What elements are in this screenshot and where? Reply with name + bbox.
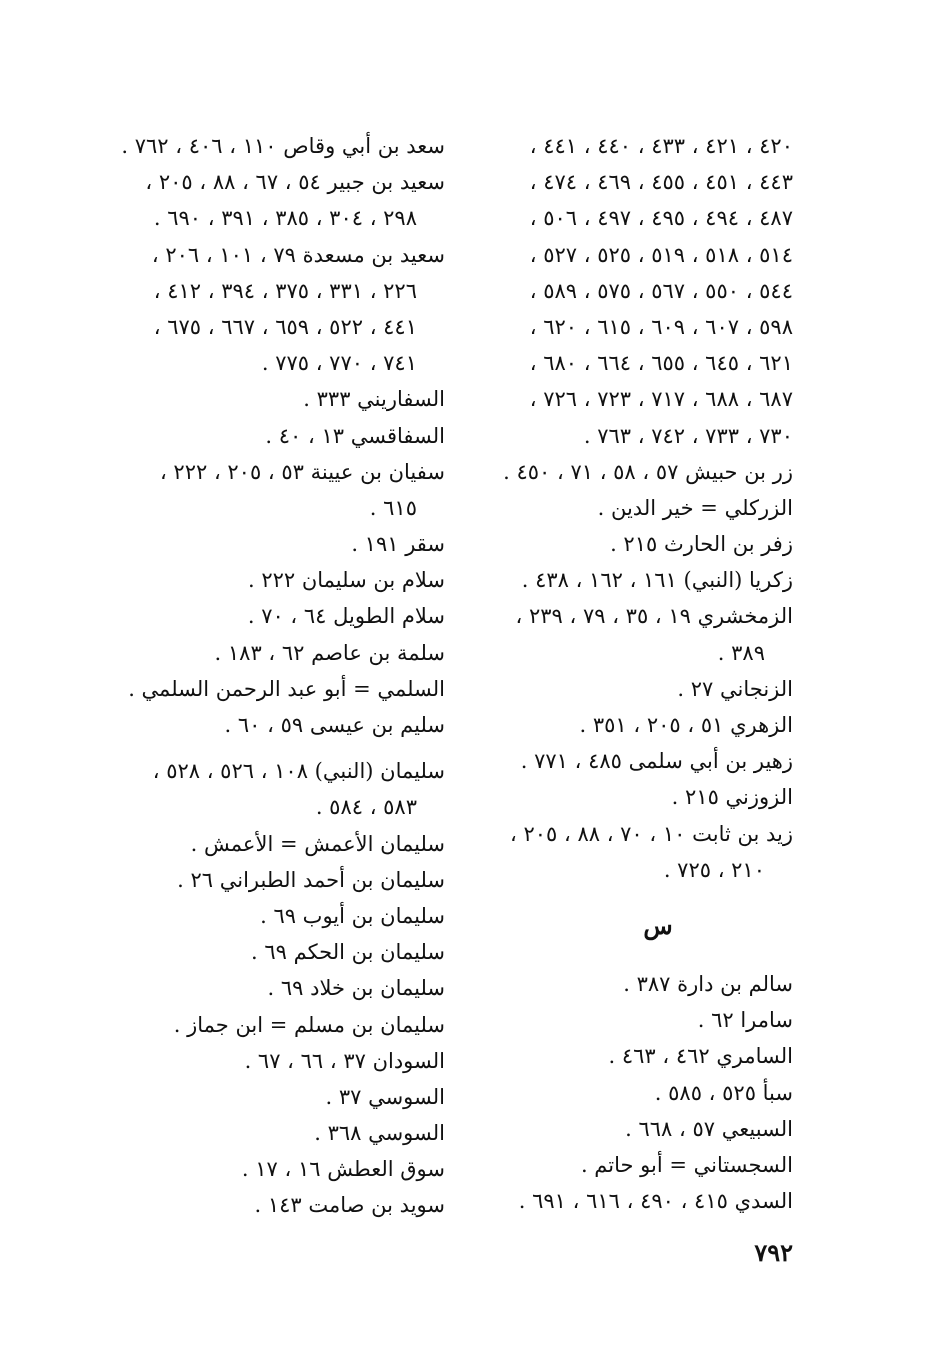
index-line: ٧٣٠ ، ٧٣٣ ، ٧٤٢ ، ٧٦٣ . xyxy=(583,423,793,448)
index-entry: سامرا ٦٢ . xyxy=(697,1008,793,1033)
index-entry: سوق العطش ١٦ ، ١٧ . xyxy=(241,1157,445,1182)
page-number: ٧٩٢ xyxy=(754,1238,793,1267)
index-entry: سقر ١٩١ . xyxy=(351,532,445,557)
index-entry: سعيد بن مسعدة ٧٩ ، ١٠١ ، ٢٠٦ ، xyxy=(151,242,445,267)
index-line: ٦٢١ ، ٦٤٥ ، ٦٥٥ ، ٦٦٤ ، ٦٨٠ ، xyxy=(529,351,793,376)
index-entry: السودان ٣٧ ، ٦٦ ، ٦٧ . xyxy=(244,1048,445,1073)
index-entry: السلمي = أبو عبد الرحمن السلمي . xyxy=(128,676,445,701)
index-entry: سليمان بن خلاد ٦٩ . xyxy=(267,976,445,1001)
index-entry: سلام الطويل ٦٤ ، ٧٠ . xyxy=(247,604,445,629)
index-line: ٤٤١ ، ٥٢٢ ، ٦٥٩ ، ٦٦٧ ، ٦٧٥ ، xyxy=(153,314,417,339)
index-line: ٢٩٨ ، ٣٠٤ ، ٣٨٥ ، ٣٩١ ، ٦٩٠ . xyxy=(153,206,417,231)
index-line: ٦٨٧ ، ٦٨٨ ، ٧١٧ ، ٧٢٣ ، ٧٢٦ ، xyxy=(529,387,793,412)
index-entry: سعيد بن جبير ٥٤ ، ٦٧ ، ٨٨ ، ٢٠٥ ، xyxy=(145,170,445,195)
index-entry: السفاريني ٣٣٣ . xyxy=(303,387,445,412)
index-entry: سلمة بن عاصم ٦٢ ، ١٨٣ . xyxy=(214,640,445,665)
index-entry: سعد بن أبي وقاص ١١٠ ، ٤٠٦ ، ٧٦٢ . xyxy=(121,134,445,158)
index-line: ٤٢٠ ، ٤٢١ ، ٤٣٣ ، ٤٤٠ ، ٤٤١ ، xyxy=(529,134,793,158)
index-entry: زفر بن الحارث ٢١٥ . xyxy=(610,532,793,557)
index-entry: سليمان الأعمش = الأعمش . xyxy=(190,831,445,856)
section-letter-heading: س xyxy=(643,910,673,940)
index-entry: السوسي ٣٧ . xyxy=(325,1084,445,1109)
index-entry: الزهري ٥١ ، ٢٠٥ ، ٣٥١ . xyxy=(579,713,793,737)
index-line: ٧٤١ ، ٧٧٠ ، ٧٧٥ . xyxy=(261,351,417,376)
index-entry: السجستاني = أبو حاتم . xyxy=(580,1152,793,1177)
index-entry: سليمان بن أحمد الطبراني ٢٦ . xyxy=(177,867,445,892)
index-entry: الزوزني ٢١٥ . xyxy=(671,785,793,810)
index-entry: سليمان بن أيوب ٦٩ . xyxy=(260,903,445,928)
index-entry: سفيان بن عيينة ٥٣ ، ٢٠٥ ، ٢٢٢ ، xyxy=(159,459,445,484)
index-entry: سليمان بن مسلم = ابن جماز . xyxy=(173,1012,445,1037)
index-entry: سليمان (النبي) ١٠٨ ، ٥٢٦ ، ٥٢٨ ، xyxy=(152,759,445,784)
index-column-left xyxy=(115,128,445,1224)
index-entry: زكريا (النبي) ١٦١ ، ١٦٢ ، ٤٣٨ . xyxy=(521,568,793,593)
index-entry: سليم بن عيسى ٥٩ ، ٦٠ . xyxy=(224,713,445,737)
index-entry: سليمان بن الحكم ٦٩ . xyxy=(251,940,445,965)
index-entry: زر بن حبيش ٥٧ ، ٥٨ ، ٧١ ، ٤٥٠ . xyxy=(503,459,793,484)
index-line: ٤٨٧ ، ٤٩٤ ، ٤٩٥ ، ٤٩٧ ، ٥٠٦ ، xyxy=(529,206,793,231)
index-entry: زيد بن ثابت ١٠ ، ٧٠ ، ٨٨ ، ٢٠٥ ، xyxy=(510,821,793,846)
index-entry: سويد بن صامت ١٤٣ . xyxy=(254,1193,445,1218)
index-entry: الزنجاني ٢٧ . xyxy=(677,676,793,701)
index-entry: السامري ٤٦٢ ، ٤٦٣ . xyxy=(608,1044,793,1069)
index-line: ٢١٠ ، ٧٢٥ . xyxy=(663,857,765,882)
index-column-right xyxy=(463,128,793,1219)
index-line: ٤٤٣ ، ٤٥١ ، ٤٥٥ ، ٤٦٩ ، ٤٧٤ ، xyxy=(529,170,793,195)
index-line: ٥١٤ ، ٥١٨ ، ٥١٩ ، ٥٢٥ ، ٥٢٧ ، xyxy=(529,242,793,267)
index-line: ٦١٥ . xyxy=(369,495,417,520)
index-entry: الزمخشري ١٩ ، ٣٥ ، ٧٩ ، ٢٣٩ ، xyxy=(515,604,793,629)
index-line: ٥٤٤ ، ٥٥٠ ، ٥٦٧ ، ٥٧٥ ، ٥٨٩ ، xyxy=(529,278,793,303)
index-entry: الزركلي = خير الدين . xyxy=(597,495,793,520)
index-entry: السدي ٤١٥ ، ٤٩٠ ، ٦١٦ ، ٦٩١ . xyxy=(518,1189,793,1214)
index-line: ٥٨٣ ، ٥٨٤ . xyxy=(315,795,417,820)
index-entry: سبأ ٥٢٥ ، ٥٨٥ . xyxy=(654,1080,793,1105)
index-entry: زهير بن أبي سلمى ٤٨٥ ، ٧٧١ . xyxy=(520,749,793,774)
index-entry: السبيعي ٥٧ ، ٦٦٨ . xyxy=(625,1116,793,1141)
index-entry: سالم بن دارة ٣٨٧ . xyxy=(623,971,793,996)
index-entry: سلام بن سليمان ٢٢٢ . xyxy=(247,568,445,593)
index-line: ٥٩٨ ، ٦٠٧ ، ٦٠٩ ، ٦١٥ ، ٦٢٠ ، xyxy=(529,314,793,339)
index-line: ٣٨٩ . xyxy=(717,640,765,665)
index-line: ٢٢٦ ، ٣٣١ ، ٣٧٥ ، ٣٩٤ ، ٤١٢ ، xyxy=(153,278,417,303)
index-entry: السوسي ٣٦٨ . xyxy=(314,1121,445,1146)
index-entry: السفاقسي ١٣ ، ٤٠ . xyxy=(265,423,445,448)
